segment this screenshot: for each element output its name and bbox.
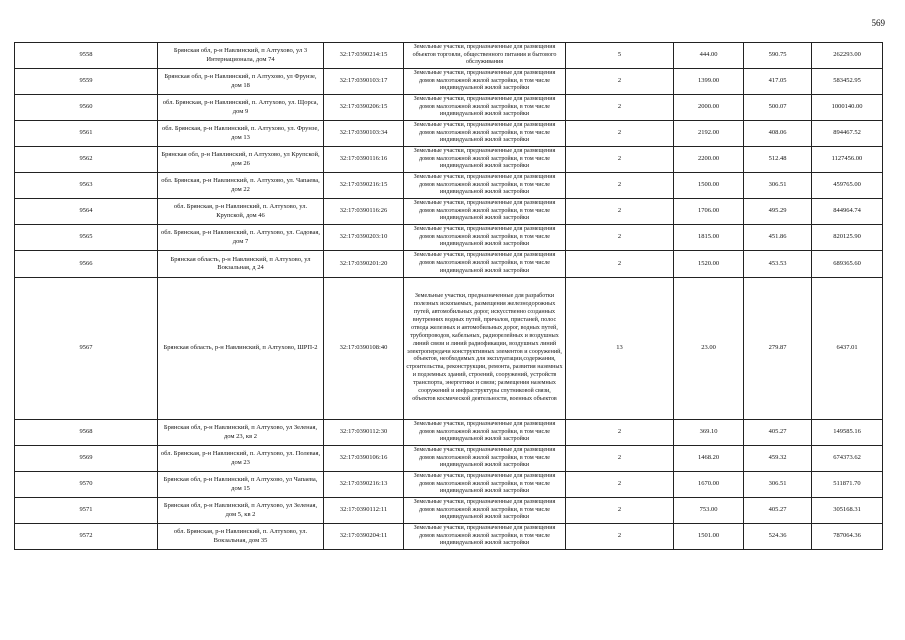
group-number-cell: 2 [566, 420, 674, 446]
row-number: 9559 [15, 69, 158, 95]
area-cell: 2192.00 [674, 121, 744, 147]
specific-value-cell: 417.05 [744, 69, 812, 95]
area-cell: 369.10 [674, 420, 744, 446]
row-number: 9563 [15, 173, 158, 199]
address-cell: Брянская обл, р-н Навлинский, п Алтухово, ул Крупской, дом 26 [158, 147, 324, 173]
land-use-cell: Земельные участки, предназначенные для размещения домов малоэтажной жилой застройки, в том числе индивидуальной жилой застройки [404, 498, 566, 524]
cadastral-number-cell: 32:17:0390116:16 [324, 147, 404, 173]
cadastral-number-cell: 32:17:0390116:26 [324, 199, 404, 225]
table-row [15, 173, 883, 199]
row-number: 9571 [15, 498, 158, 524]
address-cell: обл. Брянская, р-н Навлинский, п. Алтухово, ул. Фрунзе, дом 13 [158, 121, 324, 147]
group-number-cell: 2 [566, 95, 674, 121]
row-number: 9567 [15, 278, 158, 420]
cadastral-value-cell: 1000140.00 [812, 95, 883, 121]
specific-value-cell: 306.51 [744, 472, 812, 498]
group-number-cell: 2 [566, 524, 674, 550]
table-row [15, 225, 883, 251]
group-number-cell: 2 [566, 251, 674, 278]
table-row [15, 278, 883, 420]
row-number: 9569 [15, 446, 158, 472]
specific-value-cell: 459.32 [744, 446, 812, 472]
table-row [15, 524, 883, 550]
land-use-cell: Земельные участки, предназначенные для разработки полезных ископаемых, размещения железнодорожных путей, автомобильных дорог, искусственно созданных внутренних водных путей, причалов, пристаней, полос отвода железных и автомобильных дорог, водных путей, трубопроводов, кабельных, радиорелейных и воздушных линий связи и линий радиофикации, воздушных линий электропередачи конструктивных элементов и сооружений, объектов, необходимых для эксплуатации,содержания, строительства, реконструкции, ремонта, развития наземных и подземных зданий, строений, сооружений, устройств транспорта, энергетики и связи; размещения наземных сооружений и инфраструктуры спутниковой связи, объектов космической деятельности, военных объектов [404, 278, 566, 420]
specific-value-cell: 453.53 [744, 251, 812, 278]
specific-value-cell: 405.27 [744, 498, 812, 524]
cadastral-value-cell: 1127456.00 [812, 147, 883, 173]
specific-value-cell: 405.27 [744, 420, 812, 446]
specific-value-cell: 512.48 [744, 147, 812, 173]
address-cell: обл. Брянская, р-н Навлинский, п. Алтухово, ул. Вокзальная, дом 35 [158, 524, 324, 550]
cadastral-number-cell: 32:17:0390106:16 [324, 446, 404, 472]
area-cell: 1501.00 [674, 524, 744, 550]
cadastral-value-cell: 844964.74 [812, 199, 883, 225]
cadastral-number-cell: 32:17:0390201:20 [324, 251, 404, 278]
cadastral-value-cell: 820125.90 [812, 225, 883, 251]
table-row [15, 95, 883, 121]
land-use-cell: Земельные участки, предназначенные для размещения домов малоэтажной жилой застройки, в том числе индивидуальной жилой застройки [404, 173, 566, 199]
land-use-cell: Земельные участки, предназначенные для размещения объектов торговли, общественного питания и бытового обслуживания [404, 43, 566, 69]
page-number: 569 [871, 18, 885, 28]
address-cell: Брянская область, р-н Навлинский, п Алтухово, ШРП-2 [158, 278, 324, 420]
group-number-cell: 2 [566, 472, 674, 498]
cadastral-value-cell: 262293.00 [812, 43, 883, 69]
address-cell: Брянская обл, р-н Навлинский, п Алтухово, ул Фрунзе, дом 18 [158, 69, 324, 95]
land-use-cell: Земельные участки, предназначенные для размещения домов малоэтажной жилой застройки, в том числе индивидуальной жилой застройки [404, 199, 566, 225]
row-number: 9572 [15, 524, 158, 550]
row-number: 9558 [15, 43, 158, 69]
area-cell: 1399.00 [674, 69, 744, 95]
table-row [15, 43, 883, 69]
row-number: 9570 [15, 472, 158, 498]
specific-value-cell: 500.07 [744, 95, 812, 121]
table-row [15, 472, 883, 498]
cadastral-value-cell: 674373.62 [812, 446, 883, 472]
table-row [15, 69, 883, 95]
cadastral-value-cell: 459765.00 [812, 173, 883, 199]
group-number-cell: 13 [566, 278, 674, 420]
land-use-cell: Земельные участки, предназначенные для размещения домов малоэтажной жилой застройки, в том числе индивидуальной жилой застройки [404, 446, 566, 472]
area-cell: 1500.00 [674, 173, 744, 199]
cadastral-number-cell: 32:17:0390103:34 [324, 121, 404, 147]
area-cell: 2000.00 [674, 95, 744, 121]
address-cell: Брянская обл, р-н Навлинский, п Алтухово, ул Зеленая, дом 5, кв 2 [158, 498, 324, 524]
cadastral-number-cell: 32:17:0390206:15 [324, 95, 404, 121]
table-row [15, 121, 883, 147]
land-use-cell: Земельные участки, предназначенные для размещения домов малоэтажной жилой застройки, в том числе индивидуальной жилой застройки [404, 472, 566, 498]
address-cell: Брянская обл, р-н Навлинский, п Алтухово, ул Зеленая, дом 23, кв 2 [158, 420, 324, 446]
specific-value-cell: 408.06 [744, 121, 812, 147]
area-cell: 1670.00 [674, 472, 744, 498]
cadastral-value-cell: 787064.36 [812, 524, 883, 550]
specific-value-cell: 451.86 [744, 225, 812, 251]
land-use-cell: Земельные участки, предназначенные для размещения домов малоэтажной жилой застройки, в том числе индивидуальной жилой застройки [404, 524, 566, 550]
cadastral-number-cell: 32:17:0390216:15 [324, 173, 404, 199]
land-use-cell: Земельные участки, предназначенные для размещения домов малоэтажной жилой застройки, в том числе индивидуальной жилой застройки [404, 225, 566, 251]
cadastral-number-cell: 32:17:0390214:15 [324, 43, 404, 69]
cadastral-number-cell: 32:17:0390203:10 [324, 225, 404, 251]
specific-value-cell: 306.51 [744, 173, 812, 199]
table-row [15, 498, 883, 524]
cadastral-value-cell: 149585.16 [812, 420, 883, 446]
table-row [15, 420, 883, 446]
area-cell: 444.00 [674, 43, 744, 69]
area-cell: 1468.20 [674, 446, 744, 472]
row-number: 9568 [15, 420, 158, 446]
address-cell: Брянская обл, р-н Навлинский, п Алтухово, ул Чапаева, дом 15 [158, 472, 324, 498]
address-cell: обл. Брянская, р-н Навлинский, п. Алтухово, ул. Чапаева, дом 22 [158, 173, 324, 199]
row-number: 9566 [15, 251, 158, 278]
row-number: 9564 [15, 199, 158, 225]
group-number-cell: 2 [566, 446, 674, 472]
land-use-cell: Земельные участки, предназначенные для размещения домов малоэтажной жилой застройки, в том числе индивидуальной жилой застройки [404, 121, 566, 147]
group-number-cell: 2 [566, 147, 674, 173]
cadastral-number-cell: 32:17:0390103:17 [324, 69, 404, 95]
area-cell: 23.00 [674, 278, 744, 420]
table-row [15, 251, 883, 278]
cadastral-value-cell: 6437.01 [812, 278, 883, 420]
address-cell: обл. Брянская, р-н Навлинский, п. Алтухово, ул. Щорса, дом 9 [158, 95, 324, 121]
cadastral-value-cell: 305168.31 [812, 498, 883, 524]
address-cell: обл. Брянская, р-н Навлинский, п. Алтухово, ул. Полевая, дом 23 [158, 446, 324, 472]
area-cell: 753.00 [674, 498, 744, 524]
table-row [15, 446, 883, 472]
land-use-cell: Земельные участки, предназначенные для размещения домов малоэтажной жилой застройки, в том числе индивидуальной жилой застройки [404, 95, 566, 121]
cadastral-value-cell: 511871.70 [812, 472, 883, 498]
specific-value-cell: 524.36 [744, 524, 812, 550]
group-number-cell: 2 [566, 199, 674, 225]
address-cell: Брянская обл, р-н Навлинский, п Алтухово, ул 3 Интернационала, дом 74 [158, 43, 324, 69]
table-row [15, 147, 883, 173]
cadastral-value-cell: 583452.95 [812, 69, 883, 95]
cadastral-value-cell: 894467.52 [812, 121, 883, 147]
area-cell: 2200.00 [674, 147, 744, 173]
group-number-cell: 2 [566, 69, 674, 95]
cadastral-number-cell: 32:17:0390112:30 [324, 420, 404, 446]
cadastral-number-cell: 32:17:0390216:13 [324, 472, 404, 498]
group-number-cell: 5 [566, 43, 674, 69]
group-number-cell: 2 [566, 498, 674, 524]
area-cell: 1520.00 [674, 251, 744, 278]
land-use-cell: Земельные участки, предназначенные для размещения домов малоэтажной жилой застройки, в том числе индивидуальной жилой застройки [404, 69, 566, 95]
area-cell: 1815.00 [674, 225, 744, 251]
cadastral-number-cell: 32:17:0390108:40 [324, 278, 404, 420]
land-use-cell: Земельные участки, предназначенные для размещения домов малоэтажной жилой застройки, в том числе индивидуальной жилой застройки [404, 420, 566, 446]
area-cell: 1706.00 [674, 199, 744, 225]
group-number-cell: 2 [566, 121, 674, 147]
land-use-cell: Земельные участки, предназначенные для размещения домов малоэтажной жилой застройки, в том числе индивидуальной жилой застройки [404, 251, 566, 278]
specific-value-cell: 590.75 [744, 43, 812, 69]
cadastral-value-cell: 689365.60 [812, 251, 883, 278]
cadastral-value-table [14, 42, 883, 550]
specific-value-cell: 495.29 [744, 199, 812, 225]
land-use-cell: Земельные участки, предназначенные для размещения домов малоэтажной жилой застройки, в том числе индивидуальной жилой застройки [404, 147, 566, 173]
row-number: 9561 [15, 121, 158, 147]
address-cell: Брянская область, р-н Навлинский, п Алтухово, ул Вокзальная, д 24 [158, 251, 324, 278]
address-cell: обл. Брянская, р-н Навлинский, п. Алтухово, ул. Крупской, дом 46 [158, 199, 324, 225]
table-row [15, 199, 883, 225]
cadastral-number-cell: 32:17:0390112:11 [324, 498, 404, 524]
address-cell: обл. Брянская, р-н Навлинский, п. Алтухово, ул. Садовая, дом 7 [158, 225, 324, 251]
cadastral-number-cell: 32:17:0390204:11 [324, 524, 404, 550]
row-number: 9562 [15, 147, 158, 173]
row-number: 9560 [15, 95, 158, 121]
specific-value-cell: 279.87 [744, 278, 812, 420]
group-number-cell: 2 [566, 173, 674, 199]
row-number: 9565 [15, 225, 158, 251]
group-number-cell: 2 [566, 225, 674, 251]
